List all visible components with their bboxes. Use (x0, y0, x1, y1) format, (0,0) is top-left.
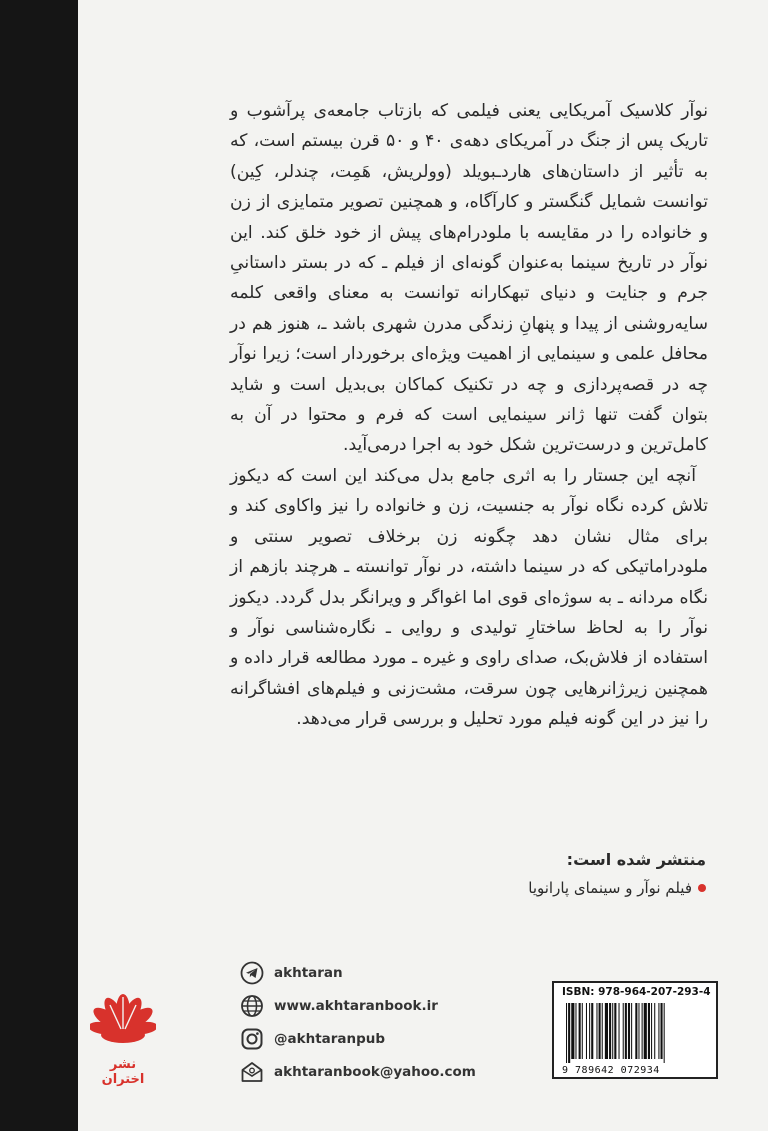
isbn-barcode-box (552, 981, 718, 1079)
publisher-logo (90, 985, 156, 1087)
published-heading: منتشر شده است: (566, 850, 706, 869)
barcode-bar (642, 1003, 643, 1059)
instagram-icon (240, 1027, 264, 1051)
contact-list (240, 958, 476, 1090)
barcode-bar (628, 1003, 630, 1059)
isbn-label: ISBN: 978-964-207-293-4 (562, 986, 711, 998)
barcode-bar (658, 1003, 659, 1059)
published-item-title: فیلم نوآر و سینمای پارانویا (528, 879, 692, 897)
barcode-bar (591, 1003, 593, 1059)
contact-telegram[interactable] (240, 958, 476, 988)
published-item (406, 879, 706, 897)
barcode-bar (619, 1003, 620, 1059)
barcode-bar (631, 1003, 632, 1059)
barcode-bar (614, 1003, 616, 1059)
description-paragraph-2: آنچه این جستار را به اثری جامع بدل می‌کند این است که دیکوز تلاش کرده نگاه نوآر به جنسیت، زن و خانواده را نیز واکاوی کند و برای مثال نشان دهد چگونه زن برخلاف تصویر سنتی و ملودراماتیکی که در سینما داشته، در نوآر توانسته ـ هرچند بازهم از نگاه مردانه ـ به سوژه‌ای قوی اما اغواگر و ویرانگر بدل گردد. دیکوز نوآر را به لحاظ ساختارِ تولیدی و روایی ـ نگاره‌شناسی نوآر و استفاده از فلاش‌بک، صدای راوی و غیره ـ مورد مطالعه قرار داده و همچنین زیرژانرهایی چون سرقت، مشت‌زنی و فیلم‌های افشاگرانه را نیز در این گونه فیلم مورد تحلیل و بررسی قرار می‌دهد. (230, 465, 708, 730)
contact-website[interactable] (240, 991, 476, 1021)
barcode-bar (599, 1003, 601, 1059)
barcode-bar (586, 1003, 587, 1059)
publisher-name: نشر اختران (101, 1057, 145, 1087)
description-paragraph-1: نوآر کلاسیک آمریکایی یعنی فیلمی که بازتاب جامعه‌ی پرآشوب و تاریک پس از جنگ در آمریکای دهه‌ی ۴۰ و ۵۰ قرن بیستم است، که به تأثیر از داستان‌های هاردـبویلد (وولریش، هَمِت، چندلر، کِین) توانست شمایل گنگستر و کارآگاه، و همچنین تصویر متمایزی از زن و خانواده را در مقایسه با ملودرام‌های پیش از خود خلق کند. این نوآر در تاریخ سینما به‌عنوان گونه‌ای از فیلم ـ که در بستر داستانیِ جرم و جنایت و دنیای تبهکارانه توانست به معنای واقعی کلمه سایه‌روشنی از پیدا و پنهانِ زندگی مدرن شهری باشد ـ، هنوز هم در محافل علمی و سینمایی از اهمیت ویژه‌ای برخوردار است؛ زیرا نوآر چه در قصه‌پردازی و چه در تکنیک کماکان بی‌بدیل است و شاید بتوان گفت تنها ژانر سینمایی است که فرم و محتوا در آن به کامل‌ترین و درست‌ترین شکل خود به اجرا درمی‌آید. (230, 101, 708, 456)
description-text (230, 96, 708, 735)
contact-telegram-text: akhtaran (274, 965, 343, 981)
barcode-bar (612, 1003, 613, 1059)
barcode-bar (602, 1003, 603, 1059)
globe-icon (240, 994, 264, 1018)
barcode-bar (625, 1003, 627, 1059)
barcode-bar (566, 1003, 567, 1063)
barcode-bar (571, 1003, 574, 1059)
barcode-bar (609, 1003, 611, 1059)
barcode-bar (664, 1003, 665, 1063)
book-spine (0, 0, 78, 1131)
barcode-bar (651, 1003, 652, 1059)
contact-website-text: www.akhtaranbook.ir (274, 998, 438, 1014)
email-icon (240, 1060, 264, 1084)
barcode-bar (596, 1003, 597, 1059)
contact-email-text: akhtaranbook@yahoo.com (274, 1064, 476, 1080)
barcode-bar (605, 1003, 608, 1059)
barcode-bar (644, 1003, 647, 1059)
barcode-bar (589, 1003, 590, 1059)
telegram-icon (240, 961, 264, 985)
contact-instagram-text: @akhtaranpub (274, 1031, 386, 1047)
barcode-bar (635, 1003, 637, 1059)
barcode-bar (623, 1003, 624, 1059)
barcode-bar (648, 1003, 650, 1059)
barcode-bar (568, 1003, 570, 1063)
contact-instagram[interactable] (240, 1024, 476, 1054)
barcode-bar (654, 1003, 655, 1059)
barcode-bar (638, 1003, 639, 1059)
bullet-icon (698, 884, 706, 892)
barcode-icon (562, 1003, 710, 1063)
barcode-bar (579, 1003, 581, 1059)
barcode-bar (582, 1003, 583, 1059)
published-section (406, 850, 706, 897)
isbn-digits: 9 789642 072934 (562, 1065, 660, 1076)
flower-logo-icon (90, 985, 156, 1051)
contact-email[interactable] (240, 1057, 476, 1087)
barcode-bar (661, 1003, 663, 1059)
barcode-bar (575, 1003, 576, 1059)
